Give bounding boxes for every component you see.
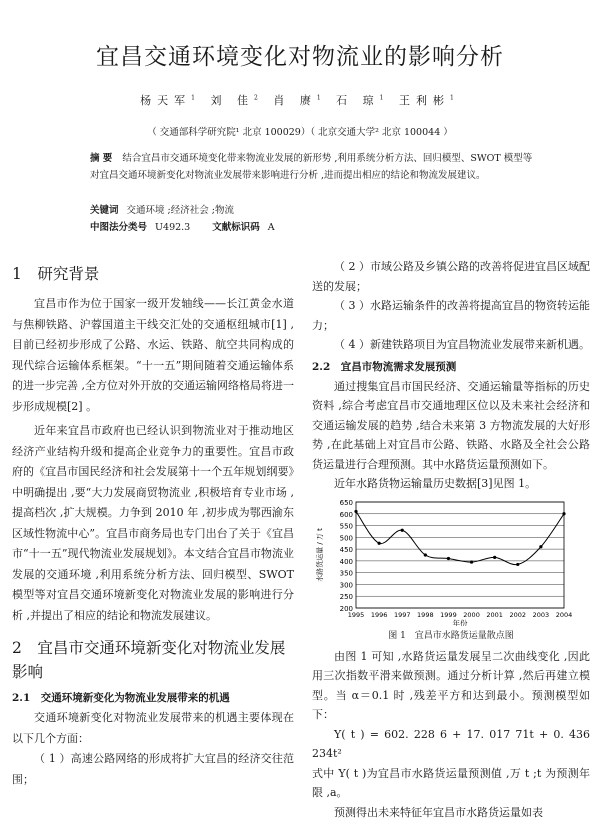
x-tick-label: 2004 (555, 610, 573, 619)
x-tick-label: 1996 (370, 610, 388, 619)
paragraph: 预测得出未来特征年宜昌市水路货运量如表 (334, 805, 543, 819)
list-item: （ 1 ）高速公路网络的形成将扩大宜昌的经济交往范围； (12, 752, 294, 786)
y-tick-label: 250 (339, 592, 353, 601)
keywords-label: 关键词 (90, 205, 119, 216)
y-tick-label: 350 (339, 569, 353, 578)
x-tick-label: 1995 (347, 610, 365, 619)
subsection-heading: 2.2 宜昌市物流需求发展预测 (312, 360, 457, 373)
figure-caption: 图 1 宜昌市水路货运量散点图 (388, 630, 514, 641)
y-tick-label: 650 (339, 498, 353, 507)
data-point (516, 562, 519, 565)
series-line (356, 511, 564, 564)
abstract-label: 摘 要 (90, 153, 113, 164)
paragraph: 宜昌市作为位于国家一级开发轴线——长江黄金水道与焦柳铁路、沪蓉国道主干线交汇处的交通枢纽城市[1] ,目前已经初步形成了公路、水运、铁路、航空共同构成的现代综合运输体系框架。“十一五”期间随着交通运输体系的进一步完善 ,全方位对外开放的交通运输网络格局将进一步形成规模[2] 。 (12, 297, 294, 413)
paragraph: 由图 1 可知 ,水路货运量发展呈二次曲线变化 ,因此用三次指数平滑来做预测。通过分析计算 ,然后再建立模型。当 α＝0.1 时 ,残差平方和达到最小。预测模型如下： (312, 649, 590, 721)
y-tick-label: 200 (339, 604, 353, 613)
keywords (90, 202, 234, 216)
author: 杨天军$^1$ (140, 94, 201, 107)
x-tick-label: 2000 (463, 610, 480, 619)
author: 肖 赓$^1$ (273, 94, 327, 107)
paragraph: 近年来宜昌市政府也已经认识到物流业对于推动地区经济产业结构升级和提高企业竞争力的重要性。宜昌市政府的《宜昌市国民经济和社会发展第十一个五年规划纲要》中明确提出 ,要“大力发展商贸物流业 ,积极培育专业市场 ,提高档次 ,扩大规模。力争到 2010 年 ,初步成为鄂西渝东区域性物流中心”。宜昌市商务局也专门出台了关于《宜昌市“十一五”现代物流业发展规划》。本文结合宜昌市物流业发展的交通环境 ,利用系统分析方法、回归模型、SWOT 模型等对宜昌交通环境新变化对物流业发展的影响进行分析 ,并提出了相应的结论和物流发展建议。 (12, 424, 294, 622)
paragraph: 通过搜集宜昌市国民经济、交通运输量等指标的历史资料 ,综合考虑宜昌市交通地理区位以及未来社会经济和交通运输发展的趋势 ,结合未来第 3 方物流发展的大好形势 ,在此基础上对宜昌市公路、铁路、水路及全社会公路货运量进行合理预测。其中水路货运量预测如下。 (312, 379, 590, 471)
section-heading: 1 研究背景 (12, 265, 100, 283)
y-axis-label: 水路货运量 / 万 t (316, 527, 324, 582)
author-list (0, 92, 600, 108)
abstract-text: 结合宜昌市交通环境变化带来物流业发展的新形势 ,利用系统分析方法、回归模型、SWOT 模型等对宜昌交通环境新变化对物流业发展带来影响进行分析 ,进而提出相应的结论和物流发展建议。 (90, 153, 533, 181)
classification-value: U492.3 (155, 222, 191, 233)
data-point (539, 545, 542, 548)
author: 王利彬$^1$ (398, 94, 460, 107)
x-tick-label: 1998 (417, 610, 434, 619)
data-point (447, 556, 450, 559)
paper-title: 宜昌交通环境变化对物流业的影响分析 (96, 44, 504, 70)
paragraph: 交通环境新变化对物流业发展带来的机遇主要体现在以下几个方面： (12, 711, 294, 745)
y-tick-label: 500 (339, 533, 353, 542)
data-point (401, 528, 404, 531)
y-tick-label: 400 (339, 557, 353, 566)
y-tick-label: 300 (339, 580, 353, 589)
x-tick-label: 2003 (532, 610, 550, 619)
data-point (378, 541, 381, 544)
list-item: （ 2 ）市域公路及乡镇公路的改善将促进宜昌区域配送的发展； (312, 260, 590, 293)
right-column (312, 257, 590, 822)
section-heading: 2 宜昌市交通环境新变化对物流业发展影响 (12, 639, 286, 681)
data-point (493, 555, 496, 558)
figure-1-chart (312, 496, 590, 626)
chart-svg (312, 496, 590, 626)
y-tick-label: 450 (339, 545, 353, 554)
list-item: （ 3 ）水路运输条件的改善将提高宜昌的物资转运能力； (312, 299, 590, 332)
x-tick-label: 1999 (440, 610, 457, 619)
y-tick-label: 600 (339, 510, 353, 519)
left-column (12, 262, 294, 790)
list-item: （ 4 ）新建铁路项目为宜昌物流业发展带来新机遇。 (334, 338, 590, 351)
x-tick-label: 1997 (393, 610, 411, 619)
data-point (562, 512, 565, 515)
doc-code-label: 文献标识码 (212, 222, 260, 233)
x-axis-label: 年份 (452, 618, 468, 626)
classification-label: 中图法分类号 (90, 222, 148, 233)
data-point (424, 553, 427, 556)
y-tick-label: 550 (339, 522, 353, 531)
x-tick-label: 2001 (486, 610, 503, 619)
classification (90, 219, 275, 233)
doc-code-value: A (267, 222, 275, 233)
author: 石 琼$^1$ (336, 94, 390, 107)
paragraph: 近年水路货物运输量历史数据[3]见图 1。 (334, 477, 537, 490)
subsection-heading: 2.1 交通环境新变化为物流业发展带来的机遇 (12, 692, 230, 704)
formula: Y( t ) = 602. 228 6 + 17. 017 71t + 0. 436 234t² (312, 727, 590, 760)
data-point (354, 509, 357, 512)
paragraph: 式中 Y( t )为宜昌市水路货运量预测值 ,万 t ;t 为预测年限 ,a。 (312, 766, 590, 799)
data-point (470, 560, 473, 563)
affiliations: （ 交通部科学研究院¹ 北京 100029）（ 北京交通大学² 北京 100044 ） (147, 127, 453, 138)
abstract (90, 150, 540, 184)
keywords-text: 交通环境 ;经济社会 ;物流 (126, 205, 234, 216)
x-tick-label: 2002 (509, 610, 527, 619)
author: 刘 佳$^2$ (210, 94, 264, 107)
